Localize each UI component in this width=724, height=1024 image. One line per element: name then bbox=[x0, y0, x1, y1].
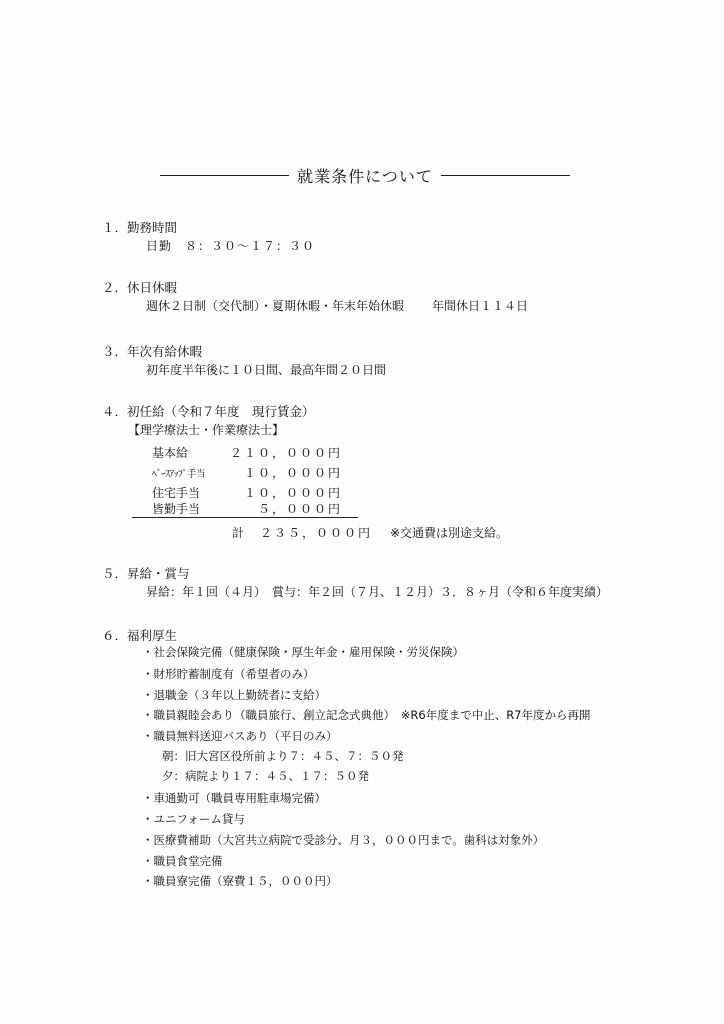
section-5-heading: ５．昇給・賞与 bbox=[102, 566, 190, 581]
benefit-item: ・職員親睦会あり（職員旅行、創立記念式典他） ※R6年度まで中止、R7年度から再開 bbox=[142, 708, 591, 722]
salary-total: 計 ２３５，０００円 bbox=[232, 526, 373, 540]
salary-value: １０，０００円 bbox=[243, 466, 342, 480]
page-title: 就業条件について bbox=[297, 166, 433, 186]
bus-schedule-morning: 朝：旧大宮区役所前より７：４５、７：５０発 bbox=[162, 749, 404, 763]
benefit-item: ・医療費補助（大宮共立病院で受診分、月３，０００円まで。歯科は対象外） bbox=[142, 833, 545, 847]
section-2-annual-holidays: 年間休日１１４日 bbox=[432, 299, 529, 313]
benefit-item: ・ユニフォーム貸与 bbox=[142, 812, 245, 826]
bus-schedule-evening: 夕：病院より１７：４５、１７：５０発 bbox=[162, 769, 369, 783]
benefit-item: ・財形貯蓄制度有（希望者のみ） bbox=[142, 667, 315, 681]
salary-label: 皆勤手当 bbox=[152, 502, 201, 516]
benefit-item: ・退職金（３年以上勤続者に支給） bbox=[142, 688, 326, 702]
salary-value: １０，０００円 bbox=[243, 486, 342, 500]
section-1-heading: １．勤務時間 bbox=[102, 220, 178, 235]
salary-value: ２１０，０００円 bbox=[229, 446, 342, 460]
title-rule-right bbox=[441, 175, 570, 176]
section-6-heading: ６．福利厚生 bbox=[102, 628, 178, 643]
section-2-heading: ２．休日休暇 bbox=[102, 280, 178, 295]
benefit-item: ・職員食堂完備 bbox=[142, 854, 223, 868]
salary-value: ５，０００円 bbox=[257, 502, 342, 516]
section-5-body: 昇給：年１回（４月） 賞与：年２回（７月、１２月）３．８ヶ月（令和６年度実績） bbox=[146, 585, 609, 599]
title-rule-left bbox=[160, 175, 289, 176]
section-3-body: 初年度半年後に１０日間、最高年間２０日間 bbox=[146, 363, 387, 377]
benefit-item: ・車通勤可（職員専用駐車場完備） bbox=[142, 791, 326, 805]
benefit-item: ・職員無料送迎バスあり（平日のみ） bbox=[142, 729, 338, 743]
section-1-body: 日勤 ８：３０〜１７：３０ bbox=[146, 239, 316, 253]
section-4-subheading: 【理学療法士・作業療法士】 bbox=[128, 423, 285, 437]
salary-row bbox=[148, 464, 358, 484]
benefit-item: ・職員寮完備（寮費１５，０００円） bbox=[142, 874, 338, 888]
salary-label: ﾍﾞｰｽｱｯﾌﾟ手当 bbox=[152, 469, 206, 480]
benefit-item: ・社会保険完備（健康保険・厚生年金・雇用保険・労災保険） bbox=[142, 645, 464, 659]
section-4-heading: ４．初任給（令和７年度 現行賃金） bbox=[102, 404, 315, 419]
transport-note: ※交通費は別途支給。 bbox=[390, 526, 509, 540]
title-row bbox=[160, 160, 570, 190]
salary-row bbox=[148, 444, 358, 464]
salary-label: 基本給 bbox=[152, 446, 189, 460]
salary-total-rule bbox=[132, 517, 358, 518]
salary-label: 住宅手当 bbox=[152, 486, 201, 500]
section-3-heading: ３．年次有給休暇 bbox=[102, 344, 203, 359]
section-2-body: 週休２日制（交代制）・夏期休暇・年末年始休暇 bbox=[146, 299, 405, 313]
